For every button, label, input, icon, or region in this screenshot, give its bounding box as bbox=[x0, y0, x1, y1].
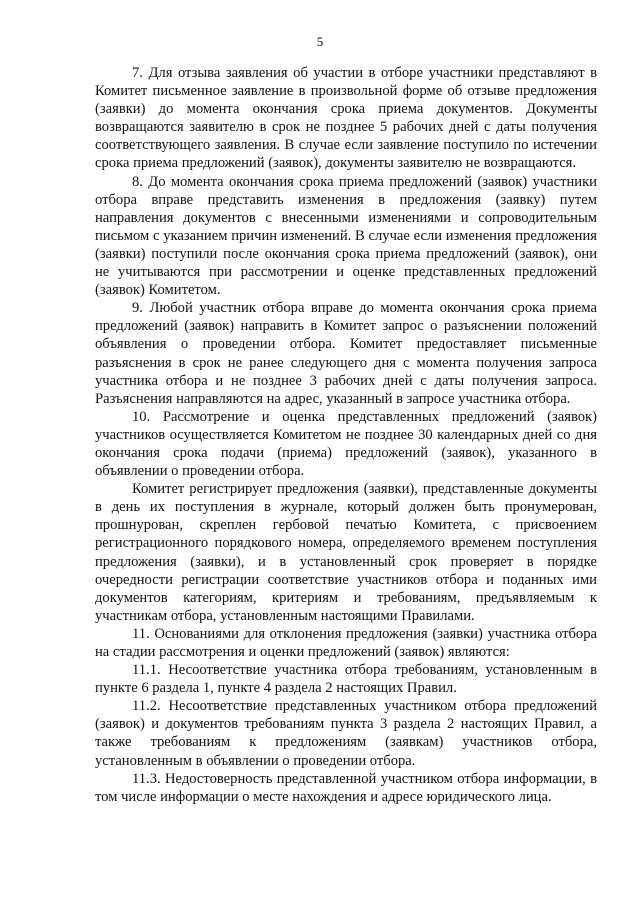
paragraph-registration: Комитет регистрирует предложения (заявки), представленные документы в день их поступления в журнале, который должен быть пронумерован, прошнурован, скреплен гербовой печатью Комитета, с присвоением регистрационного порядкового номера, определяемого временем поступления предложения (заявки), и в установленный срок проверяет в порядке очередности регистрации соответствие участников отбора и поданных ими документов категориям, критериям и требованиям, предъявляемым к участникам отбора, установленным настоящими Правилами. bbox=[95, 481, 597, 624]
paragraph-11-2: 11.2. Несоответствие представленных участником отбора предложений (заявок) и документов требованиям пункта 3 раздела 2 настоящих Правил, а также требованиям к предложениям (заявкам) участников отбора, установленным в объявлении о проведении отбора. bbox=[95, 698, 597, 769]
paragraph-8: 8. До момента окончания срока приема предложений (заявок) участники отбора вправе представить изменения в предложения (заявку) путем направления документов с внесенными изменениями и сопроводительным письмом с указанием причин изменений. В случае если изменения предложения (заявки) поступили после окончания срока приема предложений (заявок), они не учитываются при рассмотрении и оценке представленных предложений (заявок) Комитетом. bbox=[95, 173, 597, 299]
paragraph-9: 9. Любой участник отбора вправе до момента окончания срока приема предложений (заявок) направить в Комитет запрос о разъяснении положений объявления о проведении отбора. Комитет предоставляет письменные разъяснения в срок не ранее следующего дня с момента получения запроса участника отбора и не позднее 3 рабочих дней с даты получения запроса. Разъяснения направляются на адрес, указанный в запросе участника отбора. bbox=[95, 300, 597, 407]
paragraph-11-3: 11.3. Недостоверность представленной участником отбора информации, в том числе информации о месте нахождения и адресе юридического лица. bbox=[95, 770, 597, 805]
paragraph-10: 10. Рассмотрение и оценка представленных предложений (заявок) участников осуществляется Комитетом не позднее 30 календарных дней со дня окончания срока подачи (приема) предложений (заявок), указанного в объявлении о проведении отбора. bbox=[95, 408, 597, 480]
paragraph-11-1: 11.1. Несоответствие участника отбора требованиям, установленным в пункте 6 раздела 1, пункте 4 раздела 2 настоящих Правил. bbox=[95, 662, 597, 697]
paragraph-7: 7. Для отзыва заявления об участии в отборе участники представляют в Комитет письменное заявление в произвольной форме об отзыве предложения (заявки) до момента окончания срока приема документов. Документы возвращаются заявителю в срок не позднее 5 рабочих дней с даты получения соответствующего заявления. В случае если заявление поступило по истечении срока приема предложений (заявок), документы заявителю не возвращаются. bbox=[95, 65, 597, 172]
paragraph-11: 11. Основаниями для отклонения предложения (заявки) участника отбора на стадии рассмотрения и оценки предложений (заявок) являются: bbox=[95, 625, 597, 660]
page-number: 5 bbox=[316, 34, 324, 49]
document-body bbox=[95, 64, 597, 806]
